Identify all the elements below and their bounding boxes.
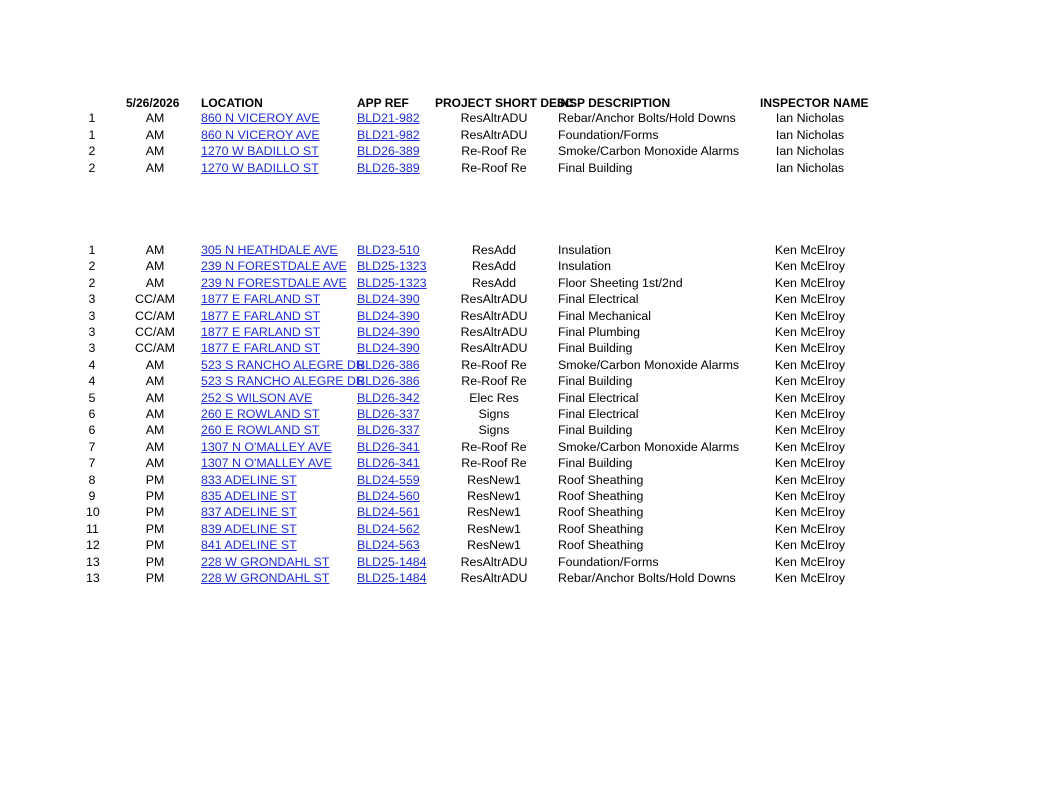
- app-ref-link-cell[interactable]: [357, 407, 420, 421]
- location-link-cell[interactable]: [201, 522, 297, 536]
- time-slot-cell: AM: [145, 111, 165, 125]
- project-short-desc-cell: Signs: [478, 407, 510, 421]
- header-app-ref: APP REF: [357, 96, 409, 110]
- insp-description-cell: Final Building: [558, 423, 633, 438]
- location-link-cell[interactable]: [201, 243, 338, 257]
- insp-description-cell: Final Electrical: [558, 292, 639, 307]
- insp-description-cell: Final Plumbing: [558, 325, 640, 339]
- table-row: [0, 423, 1051, 439]
- app-ref-link[interactable]: BLD25-1484: [357, 554, 427, 569]
- location-link[interactable]: 228 W GRONDAHL ST: [201, 571, 330, 585]
- table-row: [0, 276, 1051, 292]
- time-slot-cell: AM: [145, 423, 165, 438]
- insp-description-cell: Foundation/Forms: [558, 554, 659, 569]
- location-link-cell[interactable]: [201, 407, 319, 421]
- inspector-name-cell: Ken McElroy: [774, 571, 846, 585]
- inspector-name-cell: Ken McElroy: [774, 554, 846, 569]
- app-ref-link-cell[interactable]: [357, 325, 420, 339]
- row-number-cell: 2: [88, 275, 96, 290]
- project-short-desc-cell: Re-Roof Re: [461, 374, 527, 389]
- location-link-cell[interactable]: [201, 325, 320, 339]
- app-ref-link[interactable]: BLD24-559: [357, 472, 420, 487]
- table-row: [0, 292, 1051, 308]
- location-link[interactable]: 1877 E FARLAND ST: [201, 325, 321, 339]
- time-slot-cell: AM: [145, 407, 165, 421]
- insp-description-cell: Final Building: [558, 160, 633, 175]
- app-ref-link-cell[interactable]: [357, 555, 427, 569]
- inspector-name-cell: Ken McElroy: [774, 292, 846, 307]
- row-number-cell: 2: [88, 259, 96, 274]
- table-row: [0, 440, 1051, 456]
- location-link-cell[interactable]: [201, 292, 320, 306]
- row-number-cell: 1: [88, 127, 96, 142]
- location-link[interactable]: 1270 W BADILLO ST: [201, 160, 319, 175]
- app-ref-link[interactable]: BLD25-1484: [357, 571, 427, 585]
- app-ref-link-cell[interactable]: [357, 341, 420, 355]
- project-short-desc-cell: ResAltrADU: [460, 325, 528, 339]
- inspector-name-cell: Ken McElroy: [774, 259, 846, 274]
- table-row: [0, 555, 1051, 571]
- location-link[interactable]: 260 E ROWLAND ST: [201, 407, 320, 421]
- row-number-cell: 3: [88, 325, 96, 339]
- time-slot-cell: PM: [145, 538, 165, 553]
- location-link[interactable]: 523 S RANCHO ALEGRE DR: [201, 357, 365, 372]
- time-slot-cell: PM: [145, 554, 165, 569]
- location-link-cell[interactable]: [201, 505, 297, 519]
- insp-description-cell: Smoke/Carbon Monoxide Alarms: [558, 144, 740, 159]
- app-ref-link-cell[interactable]: [357, 440, 420, 454]
- app-ref-link-cell[interactable]: [357, 456, 420, 470]
- time-slot-cell: AM: [145, 259, 165, 274]
- row-number-cell: 11: [86, 521, 99, 536]
- app-ref-link-cell[interactable]: [357, 276, 427, 290]
- project-short-desc-cell: ResAltrADU: [460, 308, 528, 323]
- app-ref-link-cell[interactable]: [357, 292, 420, 306]
- inspector-name-cell: Ken McElroy: [774, 325, 846, 339]
- header-project-short-desc: PROJECT SHORT DESC: [435, 96, 574, 110]
- app-ref-link-cell[interactable]: [357, 309, 420, 323]
- app-ref-link[interactable]: BLD26-341: [357, 456, 420, 471]
- inspector-name-cell: Ken McElroy: [774, 275, 846, 290]
- time-slot-cell: AM: [145, 374, 165, 389]
- location-link-cell[interactable]: [201, 259, 347, 273]
- table-row: [0, 407, 1051, 423]
- location-link-cell[interactable]: [201, 128, 320, 142]
- location-link[interactable]: 841 ADELINE ST: [201, 538, 297, 553]
- location-link-cell[interactable]: [201, 341, 320, 355]
- row-number-cell: 9: [88, 489, 96, 503]
- app-ref-link[interactable]: BLD25-1323: [357, 275, 427, 290]
- header-location: LOCATION: [201, 96, 263, 110]
- project-short-desc-cell: ResNew1: [467, 472, 521, 487]
- row-number-cell: 6: [88, 407, 96, 421]
- location-link-cell[interactable]: [201, 423, 319, 437]
- time-slot-cell: AM: [145, 160, 165, 175]
- project-short-desc-cell: Re-Roof Re: [461, 456, 527, 471]
- insp-description-cell: Final Building: [558, 341, 633, 356]
- row-number-cell: 3: [88, 341, 96, 356]
- inspector-name-cell: Ken McElroy: [774, 489, 846, 503]
- project-short-desc-cell: Re-Roof Re: [461, 144, 527, 159]
- app-ref-link-cell[interactable]: [357, 358, 420, 372]
- app-ref-link-cell[interactable]: [357, 128, 420, 142]
- app-ref-link[interactable]: BLD26-389: [357, 144, 420, 159]
- time-slot-cell: AM: [145, 243, 165, 257]
- table-row: [0, 144, 1051, 160]
- location-link[interactable]: 860 N VICEROY AVE: [201, 111, 320, 125]
- insp-description-cell: Roof Sheathing: [558, 489, 644, 503]
- app-ref-link[interactable]: BLD23-510: [357, 243, 420, 257]
- insp-description-cell: Smoke/Carbon Monoxide Alarms: [558, 357, 740, 372]
- location-link-cell[interactable]: [201, 276, 347, 290]
- table-row: [0, 473, 1051, 489]
- table-row: [0, 374, 1051, 390]
- app-ref-link[interactable]: BLD26-386: [357, 357, 420, 372]
- inspector-name-cell: Ken McElroy: [774, 521, 846, 536]
- location-link-cell[interactable]: [201, 571, 329, 585]
- insp-description-cell: Insulation: [558, 243, 612, 257]
- row-number-cell: 10: [86, 505, 100, 520]
- time-slot-cell: PM: [145, 521, 165, 536]
- inspector-name-cell: Ian Nicholas: [775, 127, 845, 142]
- time-slot-cell: CC/AM: [135, 308, 175, 323]
- table-row: [0, 391, 1051, 407]
- location-link[interactable]: 835 ADELINE ST: [201, 489, 297, 503]
- location-link-cell[interactable]: [201, 161, 319, 175]
- row-number-cell: 3: [88, 308, 96, 323]
- row-number-cell: 5: [88, 390, 96, 405]
- project-short-desc-cell: ResAltrADU: [460, 341, 528, 356]
- time-slot-cell: CC/AM: [135, 325, 175, 339]
- app-ref-link-cell[interactable]: [357, 111, 420, 125]
- table-row: [0, 309, 1051, 325]
- time-slot-cell: AM: [145, 456, 165, 471]
- app-ref-link[interactable]: BLD26-389: [357, 160, 420, 175]
- app-ref-link[interactable]: BLD24-390: [357, 308, 420, 323]
- project-short-desc-cell: ResNew1: [467, 489, 521, 503]
- time-slot-cell: CC/AM: [135, 341, 175, 356]
- inspector-name-cell: Ken McElroy: [774, 472, 846, 487]
- location-link-cell[interactable]: [201, 111, 320, 125]
- inspector-name-cell: Ken McElroy: [774, 341, 846, 356]
- app-ref-link-cell[interactable]: [357, 473, 420, 487]
- time-slot-cell: PM: [145, 489, 165, 503]
- app-ref-link-cell[interactable]: [357, 423, 420, 437]
- project-short-desc-cell: ResNew1: [467, 538, 521, 553]
- location-link[interactable]: 1877 E FARLAND ST: [201, 308, 321, 323]
- project-short-desc-cell: ResAltrADU: [460, 554, 528, 569]
- insp-description-cell: Final Electrical: [558, 407, 639, 421]
- table-row: [0, 161, 1051, 177]
- insp-description-cell: Final Building: [558, 456, 633, 471]
- location-link[interactable]: 305 N HEATHDALE AVE: [201, 243, 338, 257]
- inspector-name-cell: Ken McElroy: [774, 374, 846, 389]
- project-short-desc-cell: ResNew1: [467, 521, 521, 536]
- project-short-desc-cell: ResAltrADU: [460, 127, 528, 142]
- project-short-desc-cell: Re-Roof Re: [461, 160, 527, 175]
- app-ref-link-cell[interactable]: [357, 391, 420, 405]
- location-link-cell[interactable]: [201, 538, 297, 552]
- inspector-name-cell: Ian Nicholas: [775, 111, 845, 125]
- location-link-cell[interactable]: [201, 309, 320, 323]
- app-ref-link-cell[interactable]: [357, 505, 420, 519]
- app-ref-link-cell[interactable]: [357, 374, 420, 388]
- time-slot-cell: AM: [145, 275, 165, 290]
- app-ref-link[interactable]: BLD26-386: [357, 374, 420, 389]
- row-number-cell: 1: [88, 243, 96, 257]
- time-slot-cell: PM: [145, 571, 165, 585]
- row-number-cell: 7: [88, 439, 96, 454]
- inspector-name-cell: Ken McElroy: [774, 308, 846, 323]
- time-slot-cell: AM: [145, 390, 165, 405]
- project-short-desc-cell: ResAltrADU: [460, 571, 528, 585]
- project-short-desc-cell: Elec Res: [469, 390, 519, 405]
- insp-description-cell: Roof Sheathing: [558, 505, 644, 520]
- location-link[interactable]: 1307 N O'MALLEY AVE: [201, 456, 332, 471]
- app-ref-link-cell[interactable]: [357, 243, 420, 257]
- location-link[interactable]: 1877 E FARLAND ST: [201, 341, 321, 356]
- table-row: [0, 358, 1051, 374]
- table-row: [0, 505, 1051, 521]
- app-ref-link[interactable]: BLD24-390: [357, 325, 420, 339]
- header-insp-description: INSP DESCRIPTION: [557, 96, 671, 110]
- app-ref-link[interactable]: BLD24-560: [357, 489, 420, 503]
- time-slot-cell: AM: [145, 144, 165, 159]
- inspector-name-cell: Ken McElroy: [774, 439, 846, 454]
- app-ref-link[interactable]: BLD24-390: [357, 292, 420, 307]
- insp-description-cell: Roof Sheathing: [558, 538, 644, 553]
- app-ref-link-cell[interactable]: [357, 571, 427, 585]
- inspector-name-cell: Ken McElroy: [774, 390, 846, 405]
- time-slot-cell: AM: [145, 439, 165, 454]
- app-ref-link[interactable]: BLD24-390: [357, 341, 420, 356]
- insp-description-cell: Insulation: [558, 259, 612, 274]
- app-ref-link[interactable]: BLD21-982: [357, 111, 420, 125]
- app-ref-link[interactable]: BLD24-561: [357, 505, 420, 520]
- row-number-cell: 13: [86, 554, 100, 569]
- table-row: [0, 489, 1051, 505]
- app-ref-link[interactable]: BLD24-563: [357, 538, 420, 553]
- time-slot-cell: CC/AM: [135, 292, 175, 307]
- table-row: [0, 522, 1051, 538]
- inspector-name-cell: Ian Nicholas: [775, 144, 845, 159]
- app-ref-link-cell[interactable]: [357, 522, 420, 536]
- location-link-cell[interactable]: [201, 374, 365, 388]
- location-link[interactable]: 1307 N O'MALLEY AVE: [201, 439, 332, 454]
- app-ref-link[interactable]: BLD24-562: [357, 521, 420, 536]
- insp-description-cell: Rebar/Anchor Bolts/Hold Downs: [558, 111, 736, 125]
- project-short-desc-cell: ResAltrADU: [460, 292, 528, 307]
- location-link[interactable]: 1270 W BADILLO ST: [201, 144, 319, 159]
- app-ref-link-cell[interactable]: [357, 144, 420, 158]
- insp-description-cell: Smoke/Carbon Monoxide Alarms: [558, 439, 740, 454]
- insp-description-cell: Final Building: [558, 374, 633, 389]
- app-ref-link-cell[interactable]: [357, 538, 420, 552]
- table-row: [0, 571, 1051, 587]
- header-inspector-name: INSPECTOR NAME: [760, 96, 869, 110]
- location-link[interactable]: 833 ADELINE ST: [201, 472, 297, 487]
- location-link[interactable]: 860 N VICEROY AVE: [201, 127, 320, 142]
- time-slot-cell: PM: [145, 472, 165, 487]
- location-link[interactable]: 260 E ROWLAND ST: [201, 423, 320, 438]
- time-slot-cell: AM: [145, 127, 165, 142]
- inspector-name-cell: Ken McElroy: [774, 456, 846, 471]
- app-ref-link[interactable]: BLD26-342: [357, 390, 420, 405]
- insp-description-cell: Foundation/Forms: [558, 127, 659, 142]
- row-number-cell: 4: [88, 374, 96, 389]
- location-link[interactable]: 523 S RANCHO ALEGRE DR: [201, 374, 365, 389]
- project-short-desc-cell: ResAdd: [471, 275, 517, 290]
- insp-description-cell: Final Electrical: [558, 390, 639, 405]
- app-ref-link[interactable]: BLD26-341: [357, 439, 420, 454]
- location-link[interactable]: 839 ADELINE ST: [201, 521, 297, 536]
- location-link[interactable]: 239 N FORESTDALE AVE: [201, 275, 347, 290]
- row-number-cell: 1: [88, 111, 96, 125]
- location-link-cell[interactable]: [201, 489, 297, 503]
- row-number-cell: 13: [86, 571, 100, 585]
- app-ref-link-cell[interactable]: [357, 489, 420, 503]
- table-row: [0, 341, 1051, 357]
- inspector-name-cell: Ken McElroy: [774, 538, 846, 553]
- app-ref-link[interactable]: BLD21-982: [357, 127, 420, 142]
- row-number-cell: 3: [88, 292, 96, 307]
- project-short-desc-cell: ResNew1: [467, 505, 521, 520]
- row-number-cell: 4: [88, 357, 96, 372]
- app-ref-link-cell[interactable]: [357, 161, 420, 175]
- app-ref-link[interactable]: BLD26-337: [357, 407, 420, 421]
- project-short-desc-cell: ResAdd: [471, 243, 517, 257]
- insp-description-cell: Rebar/Anchor Bolts/Hold Downs: [558, 571, 736, 585]
- inspector-name-cell: Ken McElroy: [774, 357, 846, 372]
- row-number-cell: 6: [88, 423, 96, 438]
- project-short-desc-cell: ResAdd: [471, 259, 517, 274]
- time-slot-cell: PM: [145, 505, 165, 520]
- table-row: [0, 111, 1051, 127]
- location-link[interactable]: 1877 E FARLAND ST: [201, 292, 321, 307]
- location-link-cell[interactable]: [201, 473, 297, 487]
- location-link-cell[interactable]: [201, 555, 329, 569]
- app-ref-link[interactable]: BLD25-1323: [357, 259, 427, 274]
- location-link[interactable]: 252 S WILSON AVE: [201, 390, 313, 405]
- table-row: [0, 128, 1051, 144]
- insp-description-cell: Final Mechanical: [558, 308, 651, 323]
- location-link[interactable]: 239 N FORESTDALE AVE: [201, 259, 347, 274]
- location-link[interactable]: 228 W GRONDAHL ST: [201, 554, 330, 569]
- row-number-cell: 8: [88, 472, 96, 487]
- time-slot-cell: AM: [145, 357, 165, 372]
- insp-description-cell: Roof Sheathing: [558, 472, 644, 487]
- insp-description-cell: Roof Sheathing: [558, 521, 644, 536]
- location-link-cell[interactable]: [201, 440, 332, 454]
- inspector-name-cell: Ken McElroy: [774, 423, 846, 438]
- project-short-desc-cell: ResAltrADU: [460, 111, 528, 125]
- table-row: [0, 538, 1051, 554]
- row-number-cell: 2: [88, 160, 96, 175]
- project-short-desc-cell: Re-Roof Re: [461, 439, 527, 454]
- project-short-desc-cell: Signs: [478, 423, 510, 438]
- inspector-name-cell: Ken McElroy: [774, 505, 846, 520]
- location-link[interactable]: 837 ADELINE ST: [201, 505, 297, 520]
- location-link-cell[interactable]: [201, 358, 365, 372]
- location-link-cell[interactable]: [201, 144, 319, 158]
- row-number-cell: 12: [86, 538, 100, 553]
- table-row: [0, 456, 1051, 472]
- location-link-cell[interactable]: [201, 391, 312, 405]
- table-row: [0, 243, 1051, 259]
- project-short-desc-cell: Re-Roof Re: [461, 357, 527, 372]
- location-link-cell[interactable]: [201, 456, 332, 470]
- inspector-name-cell: Ken McElroy: [774, 407, 846, 421]
- inspector-name-cell: Ian Nicholas: [775, 160, 845, 175]
- app-ref-link-cell[interactable]: [357, 259, 427, 273]
- insp-description-cell: Floor Sheeting 1st/2nd: [558, 275, 683, 290]
- row-number-cell: 2: [88, 144, 96, 159]
- header-date: 5/26/2026: [126, 96, 180, 110]
- inspector-name-cell: Ken McElroy: [774, 243, 846, 257]
- table-row: [0, 325, 1051, 341]
- table-row: [0, 259, 1051, 275]
- app-ref-link[interactable]: BLD26-337: [357, 423, 420, 438]
- row-number-cell: 7: [88, 456, 96, 471]
